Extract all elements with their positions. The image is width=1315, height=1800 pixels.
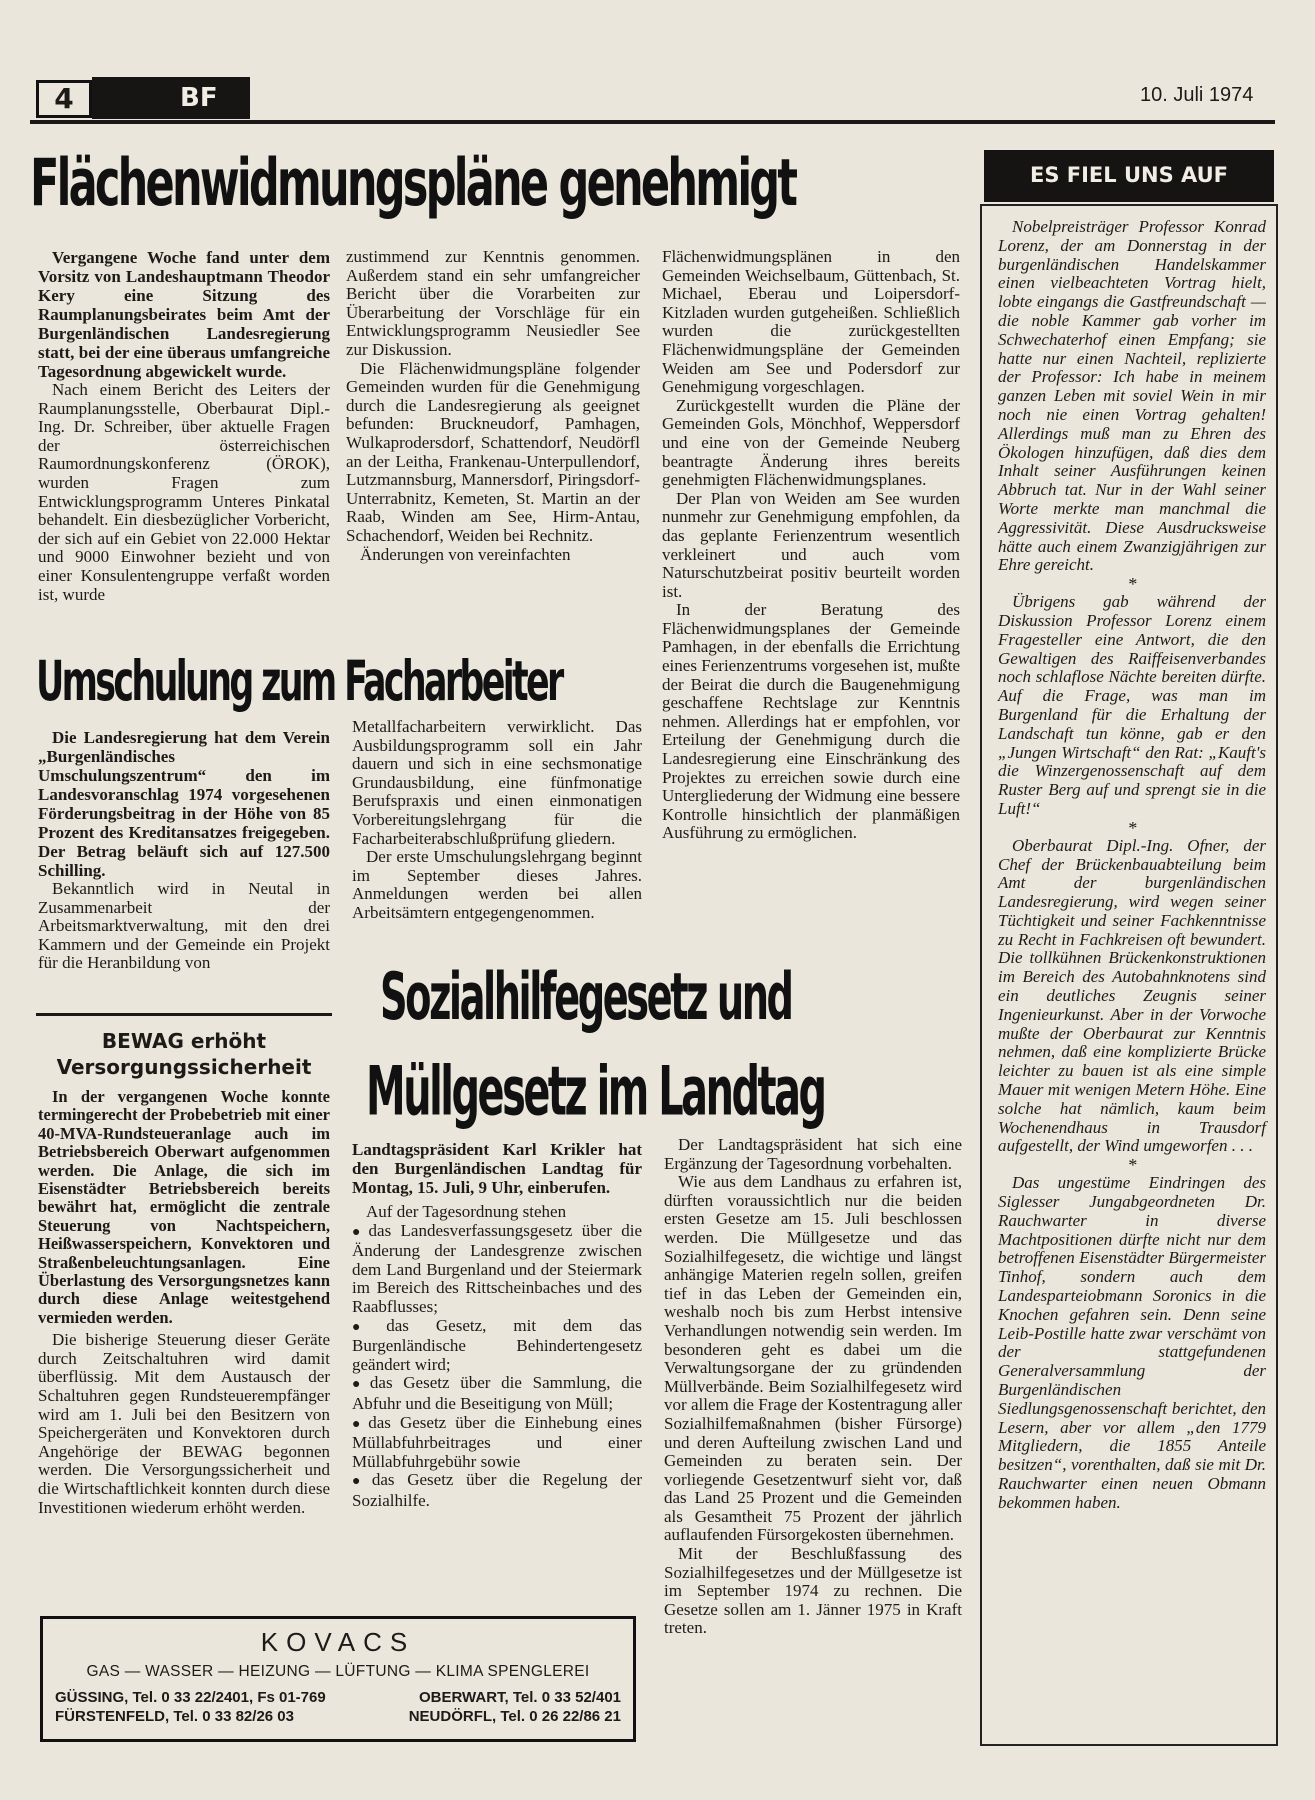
ad-fuerstenfeld: FÜRSTENFELD, Tel. 0 33 82/26 03 <box>55 1708 294 1725</box>
article2-rule <box>36 1013 332 1016</box>
article1-col3 <box>662 248 960 843</box>
page-number-box <box>36 80 92 118</box>
article3-headline-2: Versorgungssicherheit <box>56 1055 312 1079</box>
bullet-icon: ● <box>352 1416 366 1432</box>
headline-umschulung: Umschulung zum Facharbeiter <box>36 650 562 714</box>
bullet-icon: ● <box>352 1319 384 1335</box>
sidebar-p2: Übrigens gab während der Diskussion Professor Lorenz einem Fragesteller eine Antwort, die den Gewaltigen des Raiffeisenverbandes noch schlaflose Nächte bereiten dürfte. Auf die Frage, was man im Burgenland für die Erhaltung der Landschaft tun könne, gab er den „Jungen Wirtschaft“ den Rat: „Kauft's die Winzergenossenschaft auf dem Ruster Berg auf und sprengt sie in die Luft!“ <box>998 592 1266 818</box>
sidebar-title: ES FIEL UNS AUF <box>1029 163 1229 187</box>
article2-p3: Der erste Umschulungslehrgang beginnt im September dieses Jahres. Anmeldungen werden bei allen Arbeitsämtern entgegengenommen. <box>352 847 642 922</box>
section-bar <box>92 77 250 119</box>
ad-contact-row <box>43 1689 633 1706</box>
separator-star: * <box>1127 574 1137 595</box>
bullet-icon: ● <box>352 1474 369 1490</box>
article1-p3: Die Flächenwidmungspläne folgender Gemeinden wurden für die Genehmigung durch die Landesregierung als geeignet befunden: Bruckneudorf, Pamhagen, Wulkaprodersdorf, Schattendorf, Neudörfl an der Leitha, Frankenau-Unterpullendorf, Lutzmannsburg, Mannersdorf, Piringsdorf-Unterrabnitz, Kemeten, St. Martin an der Raab, Winden am See, Hirm-Antau, Schachendorf, Weiden bei Rechnitz. <box>346 358 640 545</box>
article2-p1: Bekanntlich wird in Neutal in Zusammenarbeit der Arbeitsmarktverwaltung, mit den drei Kammern und der Gemeinde ein Projekt für die Heranbildung von <box>38 879 330 973</box>
article3-headline <box>36 1028 332 1080</box>
article3-p1: Die bisherige Steuerung dieser Geräte durch Zeitschaltuhren wird damit überflüssig. Mit dem Austausch der Schaltuhren gegen Rundsteuerempfänger wird am 1. Juli bei den Besitzern von Speichergeräten und Konvektoren durch Angehörige der BEWAG begonnen werden. Die Versorgungssicherheit und die Wirtschaftlichkeit konnten durch diese Investitionen wiederum erhöht werden. <box>38 1330 330 1517</box>
separator-star: * <box>1127 817 1137 838</box>
article2-col2 <box>352 718 642 923</box>
article2-lead: Die Landesregierung hat dem Verein „Burgenländisches Umschulungszentrum“ den im Landesvoranschlag 1974 vorgesehenen Förderungsbeitrag in der Höhe von 85 Prozent des Kreditansatzes freigegeben. Der Betrag beläuft sich auf 127.500 Schilling. <box>38 728 330 880</box>
article1-p2: zustimmend zur Kenntnis genommen. Außerdem stand ein sehr umfangreicher Bericht über die Vorarbeiten zur Überarbeitung der Vorschläge für ein Entwicklungsprogramm Neusiedler See zur Diskussion. <box>346 247 640 359</box>
article3-headline-1: BEWAG erhöht <box>101 1029 267 1053</box>
article3-body <box>38 1088 330 1517</box>
article1-p7: Der Plan von Weiden am See wurden nunmehr zur Genehmigung empfohlen, da das geplante Ferienzentrum wesentlich verkleinert und auch vom Naturschutzbeirat positiv beurteilt worden ist. <box>662 488 960 601</box>
article1-lead: Vergangene Woche fand unter dem Vorsitz von Landeshauptmann Theodor Kery eine Sitzung des Raumplanungsbeirates beim Amt der Burgenländischen Landesregierung statt, bei der eine überaus umfangreiche Tagesordnung abgewickelt wurde. <box>38 248 330 381</box>
sidebar-content <box>998 218 1266 1513</box>
article1-p4: Änderungen von vereinfachten <box>360 544 571 564</box>
article4-p1: Der Landtagspräsident hat sich eine Ergänzung der Tagesordnung vorbehalten. <box>664 1135 962 1173</box>
sidebar-p4: Das ungestüme Eindringen des Siglesser Jungabgeordneten Dr. Rauchwarter in diverse Machtpositionen dürfte nicht nur dem betroffenen Eisenstädter Bürgermeister Tinhof, sondern auch dem Landesparteiobmann Soronics in die Knochen gefahren sein. Denn seine Leib-Postille hatte zwar verschämt von der stattgefundenen Generalversammlung der Burgenländischen Siedlungsgenossenschaft berichtet, den Lesern, aber vor allem „den 1779 Mitgliedern, die 1855 Anteile besitzen“, vorenthalten, daß sie mit Dr. Rauchwarter einen neuen Obmann bekommen haben. <box>998 1173 1266 1512</box>
article4-col2 <box>664 1136 962 1638</box>
ad-guessing: GÜSSING, Tel. 0 33 22/2401, Fs 01-769 <box>55 1689 326 1706</box>
sidebar-p3: Oberbaurat Dipl.-Ing. Ofner, der Chef der Brückenbauabteilung beim Amt der burgenländischen Landesregierung, wird wegen seiner Tüchtigkeit und seiner Fachkenntnisse zu Recht in Fachkreisen oft bewundert. Die tollkühnen Brückenkonstruktionen im Bereich des Autobahnknotens sind ein deutliches Zeugnis seiner Ingenieurkunst. Aber in der Vorwoche mußte der Oberbaurat zur Kenntnis nehmen, daß eine komplizierte Brücke leichter zu bauen ist als eine simple Mauer mit wenigen Metern Höhe. Eine solche hat nämlich, kaum beim Wochenendhaus in Trausdorf aufgestellt, der Wind umgeworfen . . . <box>998 835 1266 1156</box>
headline-sozialhilfe-2: Müllgesetz im Landtag <box>366 1052 825 1131</box>
separator-star: * <box>1127 1155 1137 1176</box>
article4-lead: Landtagspräsident Karl Krikler hat den Burgenländischen Landtag für Montag, 15. Juli, 9 Uhr, einberufen. <box>352 1140 642 1197</box>
headline-flaechenwidmung: Flächenwidmungspläne genehmigt <box>30 146 796 221</box>
article1-p8: In der Beratung des Flächenwidmungsplanes der Gemeinde Pamhagen, in der ebenfalls die Errichtung eines Ferienzentrums vorgesehen ist, mußte der Beirat die durch die Baugenehmigung geschaffene Rechtslage zur Kenntnis nehmen. Allerdings hat er empfohlen, vor Erteilung der Genehmigung durch die Landesregierung eine Einschränkung des Projektes zu erreichen sowie durch eine Untergliederung der Widmung eine bessere Kontrolle hinsichtlich der planmäßigen Ausführung zu ermöglichen. <box>662 600 960 843</box>
article2-p2: Metallfacharbeitern verwirklicht. Das Ausbildungsprogramm soll ein Jahr dauern und sich in eine sechsmonatige Grundausbildung, eine fünfmonatige Berufspraxis und einen einmonatigen Vorbereitungslehrgang für die Facharbeiterabschlußprüfung gliedern. <box>352 717 642 848</box>
headline-sozialhilfe-1: Sozialhilfegesetz und <box>380 960 792 1035</box>
header-rule <box>30 120 1275 124</box>
article1-col2 <box>346 248 640 564</box>
sidebar-title-bar <box>984 150 1274 202</box>
article2-col1 <box>38 728 330 973</box>
sidebar-p1: Nobelpreisträger Professor Konrad Lorenz, der am Donnerstag in der burgenländischen Handelskammer einen vielbeachteten Vortrag hielt, lobte eingangs die Gastfreundschaft — die noble Kammer gab vorher im Schwechaterhof einen Empfang; sie hatte nur einen Nachteil, replizierte der Professor: Ich habe in meinem ganzen Leben mit soviel Wein in mir noch nie einen Vortrag gehalten! Allerdings muß man zu Ehren des Ökologen hinzufügen, daß dies dem Inhalt seiner Ausführungen keinen Abbruch tat. Nur in der Wahl seiner Worte merkte man manchmal die Aggressivität. Diese Ausdrucksweise hätte auch einem Zwanzigjährigen zur Ehre gereicht. <box>998 217 1266 575</box>
page-number: 4 <box>54 82 74 115</box>
article1-col1 <box>38 248 330 604</box>
article1-p5: Flächenwidmungsplänen in den Gemeinden Weichselbaum, Güttenbach, St. Michael, Eberau und Loipersdorf-Kitzladen wurden gutgeheißen. Schließlich wurden die zurückgestellten Flächenwidmungspläne der Gemeinden Weiden am See und Podersdorf zur Genehmigung vorgeschlagen. <box>662 247 960 397</box>
agenda-item: ● das Gesetz, mit dem das Burgenländische Behindertengesetz geändert wird; <box>352 1315 642 1374</box>
kovacs-advertisement <box>40 1616 636 1742</box>
issue-date: 10. Juli 1974 <box>1140 84 1254 106</box>
article1-p6: Zurückgestellt wurden die Pläne der Gemeinden Gols, Mönchhof, Weppersdorf und eine von der Gemeinde Neuberg beantragte Änderung ihres bereits genehmigten Flächenwidmungsplanes. <box>662 395 960 490</box>
agenda-item: ● das Gesetz über die Regelung der Sozialhilfe. <box>352 1470 642 1510</box>
ad-neudoerfl: NEUDÖRFL, Tel. 0 26 22/86 21 <box>408 1708 621 1725</box>
agenda-item: ● das Gesetz über die Sammlung, die Abfuhr und die Beseitigung von Müll; <box>352 1373 643 1413</box>
article3-lead: In der vergangenen Woche konnte termingerecht der Probebetrieb mit einer 40-MVA-Rundsteueranlage auch im Betriebsbereich Oberwart aufgenommen werden. Die Anlage, die sich im Eisenstädter Betriebsbereich bereits bewährt hat, ermöglicht die zentrale Steuerung von Nachtspeichern, Heißwasserspeichern, Konvektoren und Straßenbeleuchtungsanlagen. Eine Überlastung des Versorgungsnetzes kann durch diese Anlage weitestgehend vermieden werden. <box>38 1087 330 1327</box>
article1-p1: Nach einem Bericht des Leiters der Raumplanungsstelle, Oberbaurat Dipl.-Ing. Dr. Schreiber, über aktuelle Fragen der österreichischen Raumordnungskonferenz (ÖROK), wurden Fragen zum Entwicklungsprogramm Unteres Pinkatal behandelt. Ein diesbezüglicher Vorbericht, der sich auf ein Gebiet von 22.000 Hektar und 9000 Einwohner bezieht und von einer Konsulentengruppe verfaßt worden ist, wurde <box>38 380 330 604</box>
article4-p2: Wie aus dem Landhaus zu erfahren ist, dürften voraussichtlich nur die beiden ersten Gesetze am 15. Juli beschlossen werden. Die Müllgesetze und das Sozialhilfegesetz, die wichtige und längst anhängige Materien regeln sollen, greifen tief in das Leben der Gemeinden ein, weshalb noch bis zum Herbst intensive Verhandlungen notwendig sein werden. Im besonderen geht es dabei um die Verwaltungsorgane der zu gründenden Müllverbände. Beim Sozialhilfegesetz wird vor allem die Frage der Kostentragung aller Sozialhilfemaßnahmen (bisher Fürsorge) und deren Aufteilung zwischen Land und Gemeinden zu beraten sein. Der vorliegende Gesetzentwurf sieht vor, daß das Land 25 Prozent und die Gemeinden als Gesamtheit 75 Prozent der jährlich auflaufenden Fürsorgekosten übernehmen. <box>664 1172 962 1545</box>
agenda-item: ● das Gesetz über die Einhebung eines Müllabfuhrbeitrages und einer Müllabfuhrgebühr sowie <box>352 1412 642 1471</box>
bullet-icon: ● <box>352 1377 367 1393</box>
ad-contact-row <box>43 1708 633 1725</box>
article4-col1 <box>352 1140 642 1511</box>
bullet-icon: ● <box>352 1224 366 1240</box>
ad-company-name: KOVACS <box>260 1627 416 1657</box>
section-label: BF <box>180 83 218 113</box>
article4-intro: Auf der Tagesordnung stehen <box>366 1202 567 1221</box>
article4-p3: Mit der Beschlußfassung des Sozialhilfegesetzes und der Müllgesetze ist im September 1974 zu rechnen. Die Gesetze sollen am 1. Jänner 1975 in Kraft treten. <box>664 1544 962 1638</box>
ad-services: GAS — WASSER — HEIZUNG — LÜFTUNG — KLIMA SPENGLEREI <box>86 1663 590 1680</box>
page-header <box>0 0 1315 130</box>
agenda-item: ● das Landesverfassungsgesetz über die Änderung der Landesgrenze zwischen dem Land Burgenland und der Steiermark im Bereich des Rittscheinbaches und des Raabflusses; <box>352 1220 642 1316</box>
ad-oberwart: OBERWART, Tel. 0 33 52/401 <box>418 1689 621 1706</box>
